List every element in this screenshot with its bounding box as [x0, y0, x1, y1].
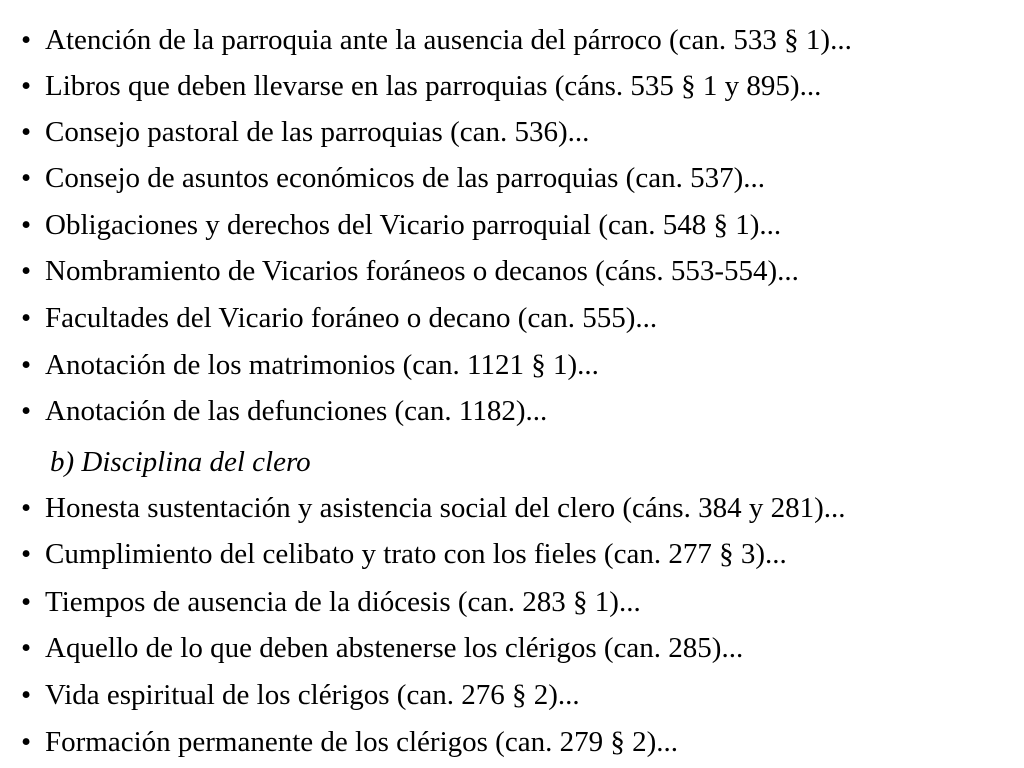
list-item-text: Libros que deben llevarse en las parroquias (cáns. 535 § 1 y 895)...: [45, 70, 822, 102]
list-item: [21, 207, 781, 243]
list-item-text: Facultades del Vicario foráneo o decano (can. 555)...: [45, 302, 658, 334]
list-item-text: Tiempos de ausencia de la diócesis (can. 283 § 1)...: [45, 586, 641, 618]
list-item-text: Honesta sustentación y asistencia social del clero (cáns. 384 y 281)...: [45, 492, 846, 524]
list-item-text: Anotación de las defunciones (can. 1182)...: [45, 395, 548, 427]
list-item: [21, 490, 846, 526]
list-item: [21, 68, 821, 104]
bullet: •: [21, 586, 32, 618]
bullet: •: [21, 302, 32, 334]
list-item: [21, 160, 765, 196]
bullet: •: [21, 679, 32, 711]
bullet: •: [21, 492, 32, 524]
bullet: •: [21, 349, 32, 381]
list-item: [21, 536, 787, 572]
bullet: •: [21, 70, 32, 102]
list-item-text: Vida espiritual de los clérigos (can. 276 § 2)...: [45, 679, 580, 711]
bullet: •: [21, 24, 32, 56]
list-item-text: Obligaciones y derechos del Vicario parroquial (can. 548 § 1)...: [45, 209, 782, 241]
bullet: •: [21, 395, 32, 427]
list-item-text: Atención de la parroquia ante la ausencia del párroco (can. 533 § 1)...: [45, 24, 852, 56]
bullet: •: [21, 209, 32, 241]
list-item-text: Anotación de los matrimonios (can. 1121 § 1)...: [45, 349, 599, 381]
list-item: [21, 724, 678, 760]
list-item-text: Nombramiento de Vicarios foráneos o decanos (cáns. 553-554)...: [45, 255, 799, 287]
list-item: [21, 584, 641, 620]
bullet: •: [21, 116, 32, 148]
list-item: [21, 393, 547, 429]
list-item: [21, 300, 657, 336]
list-item: [21, 677, 580, 713]
list-item-text: Consejo de asuntos económicos de las parroquias (can. 537)...: [45, 162, 765, 194]
section-heading: b) Disciplina del clero: [50, 446, 311, 478]
list-item: [21, 22, 852, 58]
bullet: •: [21, 538, 32, 570]
list-item-text: Aquello de lo que deben abstenerse los clérigos (can. 285)...: [45, 632, 744, 664]
list-item-text: Cumplimiento del celibato y trato con los fieles (can. 277 § 3)...: [45, 538, 787, 570]
bullet: •: [21, 162, 32, 194]
bullet: •: [21, 726, 32, 758]
list-item: [21, 253, 799, 289]
bullet: •: [21, 632, 32, 664]
list-item-text: Consejo pastoral de las parroquias (can. 536)...: [45, 116, 590, 148]
list-item-text: Formación permanente de los clérigos (can. 279 § 2)...: [45, 726, 678, 758]
list-item: [21, 630, 743, 666]
bullet: •: [21, 255, 32, 287]
list-item: [21, 114, 589, 150]
list-item: [21, 347, 599, 383]
